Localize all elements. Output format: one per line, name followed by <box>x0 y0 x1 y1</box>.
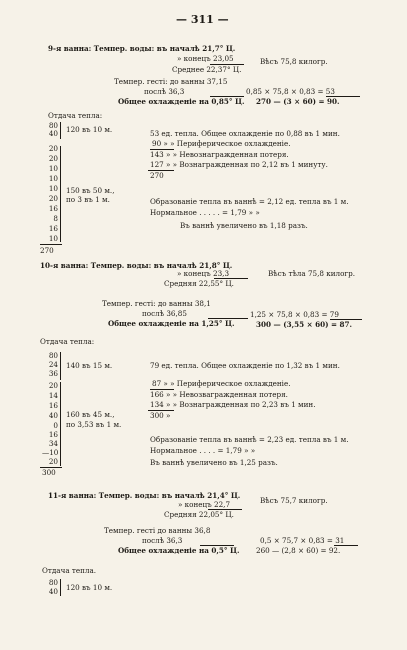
bath-10-col-value: 0 <box>53 421 58 430</box>
bath-10-formation: Образованіе тепла въ ваннѣ = 2,23 ед. тепла въ 1 м. <box>150 435 349 444</box>
bath-9-col-b-value: 10 <box>48 174 58 183</box>
bath-9-line-total: 270 <box>150 171 164 180</box>
bath-11-brace <box>60 579 61 596</box>
bath-10-col-value: —10 <box>42 448 59 457</box>
bath-9-line-2: 90 » » Периферическое охлажденіе. <box>152 139 291 148</box>
bath-9-body-weight: Вѣсъ 75,8 килогр. <box>260 57 328 66</box>
bath-10-period-1: 140 въ 15 м. <box>66 361 113 370</box>
bath-9-col-total: 270 <box>40 246 54 255</box>
bath-10-line-3: 166 » » Невозвагражденная потеря. <box>150 390 288 399</box>
bath-9-col-a-value: 40 <box>48 129 58 138</box>
bath-10-cooling: Общее охлажденіе на 1,25° Ц. <box>108 319 235 328</box>
bath-10-col-value: 20 <box>48 457 58 466</box>
bath-11-period-1: 120 въ 10 м. <box>66 583 113 592</box>
page-number: — 311 — <box>176 13 229 26</box>
bath-9-col-b-value: 10 <box>48 164 58 173</box>
bath-10-col-total: 300 <box>42 468 56 477</box>
bath-10-period-2b: по 3,53 въ 1 м. <box>66 420 122 429</box>
bath-9-period-2b: по 3 въ 1 м. <box>66 195 110 204</box>
bath-10-col-value: 14 <box>48 391 58 400</box>
bath-10-line-1: 79 ед. тепла. Общее охлажденіе по 1,32 въ 1 мин. <box>150 361 340 370</box>
bath-10-col-value: 80 <box>48 351 58 360</box>
bath-11-subject-after: послѣ 36,3 <box>142 536 183 545</box>
bath-11-col-value: 80 <box>48 578 58 587</box>
bath-11-col-value: 40 <box>48 587 58 596</box>
bath-9-cooling: Общее охлажденіе на 0,85° Ц. <box>118 97 245 106</box>
bath-10-line-2: 87 » » Периферическое охлажденіе. <box>152 379 291 388</box>
bath-11-body-weight: Вѣсъ 75,7 килогр. <box>260 496 328 505</box>
bath-10-title: 10-я ванна: Темпер. воды: въ началѣ 21,8° Ц. <box>40 261 233 270</box>
bath-9-col-b-value: 20 <box>48 144 58 153</box>
bath-9-line-4: 127 » » Вознагражденная по 2,12 въ 1 минуту. <box>150 160 328 169</box>
bath-9-period-2a: 150 въ 50 м., <box>66 186 115 195</box>
bath-9-calc-2: 270 — (3 × 60) = 90. <box>256 97 340 106</box>
bath-11-heat-label: Отдача тепла. <box>42 566 97 575</box>
bath-9-col-a-value: 80 <box>48 121 58 130</box>
bath-11-subject-before: Темпер. гесті до ванны 36,8 <box>104 526 211 535</box>
bath-9-calc-1: 0,85 × 75,8 × 0,83 = 53 <box>246 87 335 96</box>
bath-10-brace <box>60 382 61 466</box>
bath-9-col-b-value: 10 <box>48 184 58 193</box>
bath-9-heat-label: Отдача тепла: <box>48 111 103 120</box>
bath-9-subject-before: Темпер. гесті: до ванны 37,15 <box>114 77 228 86</box>
bath-9-title: 9-я ванна: Темпер. воды: въ началѣ 21,7° Ц. <box>48 44 236 53</box>
bath-9-increase: Въ ваннѣ увеличено въ 1,18 разъ. <box>180 221 308 230</box>
bath-9-water-avg: Среднее 22,37° Ц. <box>172 65 242 74</box>
bath-11-cooling: Общее охлажденіе на 0,5° Ц. <box>118 546 240 555</box>
bath-9-subject-after: послѣ 36,3 <box>144 87 185 96</box>
bath-10-line-4: 134 » » Вознагражденная по 2,23 въ 1 мин. <box>150 400 316 409</box>
bath-9-line-1: 53 ед. тепла. Общее охлажденіе по 0,88 въ 1 мин. <box>150 129 340 138</box>
bath-10-water-avg: Средняя 22,55° Ц. <box>164 279 234 288</box>
bath-11-calc-2: 260 — (2,8 × 60) = 92. <box>256 546 341 555</box>
bath-11-calc-1: 0,5 × 75,7 × 0,83 = 31 <box>260 536 345 545</box>
bath-9-col-b-value: 20 <box>48 154 58 163</box>
bath-9-total-rule <box>40 244 62 245</box>
bath-10-col-value: 20 <box>48 381 58 390</box>
bath-9-col-b-value: 16 <box>48 224 58 233</box>
bath-11-water-end: » конецъ 22,7 <box>178 500 231 509</box>
bath-10-calc-1: 1,25 × 75,8 × 0,83 = 79 <box>250 310 339 319</box>
bath-10-col-value: 34 <box>48 439 58 448</box>
bath-9-col-b-value: 16 <box>48 204 58 213</box>
bath-10-normal: Нормальное . . . . = 1,79 » » <box>150 446 256 455</box>
bath-9-brace <box>60 122 61 139</box>
bath-10-line-total: 300 » <box>150 411 171 420</box>
bath-11-water-avg: Средняя 22,05° Ц. <box>164 510 234 519</box>
bath-10-brace <box>60 352 61 380</box>
bath-10-increase: Въ ваннѣ увеличено въ 1,25 разъ. <box>150 458 278 467</box>
bath-10-col-value: 16 <box>48 430 58 439</box>
bath-9-normal: Нормальное . . . . . = 1,79 » » <box>150 208 260 217</box>
bath-9-period-1: 120 въ 10 м. <box>66 125 113 134</box>
bath-10-water-end: » конецъ 23,3 <box>177 269 230 278</box>
bath-10-col-value: 16 <box>48 401 58 410</box>
bath-10-subject-before: Темпер. гесті: до ванны 38,1 <box>102 299 211 308</box>
bath-9-col-b-value: 8 <box>53 214 58 223</box>
bath-10-col-value: 40 <box>48 411 58 420</box>
bath-9-brace <box>60 146 61 242</box>
bath-11-title: 11-я ванна: Темпер. воды: въ началѣ 21,4° Ц. <box>48 491 241 500</box>
bath-9-col-b-value: 10 <box>48 234 58 243</box>
bath-10-heat-label: Отдача тепла: <box>40 337 95 346</box>
bath-9-water-end: » конецъ 23,05 <box>177 54 234 63</box>
bath-10-body-weight: Вѣсъ тѣла 75,8 килогр. <box>268 269 356 278</box>
bath-10-calc-2: 300 — (3,55 × 60) = 87. <box>256 320 353 329</box>
bath-10-period-2a: 160 въ 45 м., <box>66 410 115 419</box>
bath-9-formation: Образованіе тепла въ ваннѣ = 2,12 ед. тепла въ 1 м. <box>150 197 349 206</box>
bath-9-line-3: 143 » » Невознагражденная потеря. <box>150 150 289 159</box>
bath-10-col-value: 24 <box>48 360 58 369</box>
bath-9-col-b-value: 20 <box>48 194 58 203</box>
bath-10-subject-after: послѣ 36,85 <box>142 309 187 318</box>
bath-10-col-value: 36 <box>48 369 58 378</box>
